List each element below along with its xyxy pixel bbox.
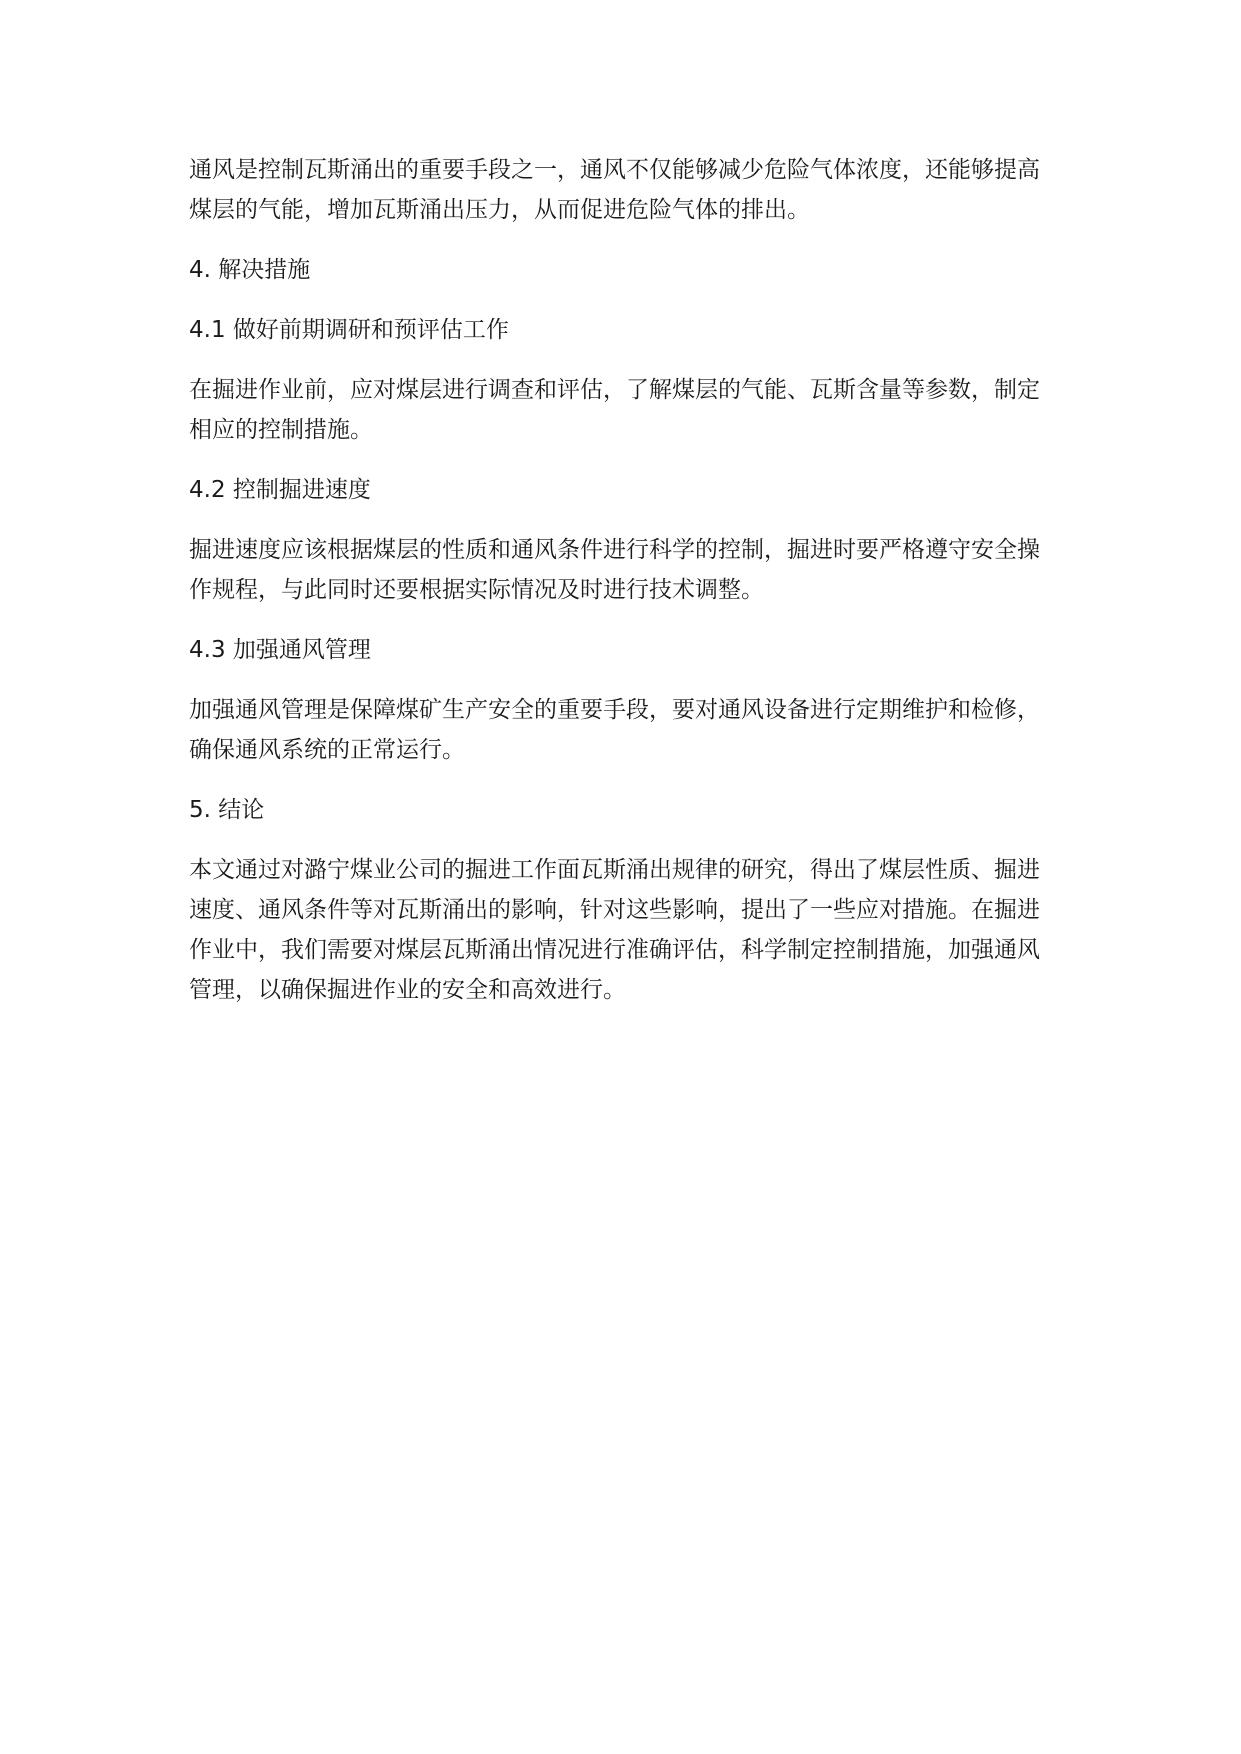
document-body	[189, 150, 1049, 1030]
subsection-heading-4-3: 4.3 加强通风管理	[189, 637, 371, 663]
paragraph-4-2: 掘进速度应该根据煤层的性质和通风条件进行科学的控制，掘进时要严格遵守安全操作规程，与此同时还要根据实际情况及时进行技术调整。	[189, 537, 1040, 603]
section-heading-solutions: 4. 解决措施	[189, 257, 311, 283]
paragraph-ventilation-intro: 通风是控制瓦斯涌出的重要手段之一，通风不仅能够减少危险气体浓度，还能够提高煤层的气能，增加瓦斯涌出压力，从而促进危险气体的排出。	[189, 157, 1040, 223]
subsection-heading-4-1: 4.1 做好前期调研和预评估工作	[189, 317, 509, 343]
section-heading-conclusion: 5. 结论	[189, 797, 265, 823]
paragraph-4-1: 在掘进作业前，应对煤层进行调查和评估，了解煤层的气能、瓦斯含量等参数，制定相应的控制措施。	[189, 377, 1040, 443]
paragraph-conclusion: 本文通过对潞宁煤业公司的掘进工作面瓦斯涌出规律的研究，得出了煤层性质、掘进速度、通风条件等对瓦斯涌出的影响，针对这些影响，提出了一些应对措施。在掘进作业中，我们需要对煤层瓦斯涌出情况进行准确评估，科学制定控制措施，加强通风管理，以确保掘进作业的安全和高效进行。	[189, 857, 1040, 1003]
subsection-heading-4-2: 4.2 控制掘进速度	[189, 477, 371, 503]
paragraph-4-3: 加强通风管理是保障煤矿生产安全的重要手段，要对通风设备进行定期维护和检修，确保通风系统的正常运行。	[189, 697, 1040, 763]
